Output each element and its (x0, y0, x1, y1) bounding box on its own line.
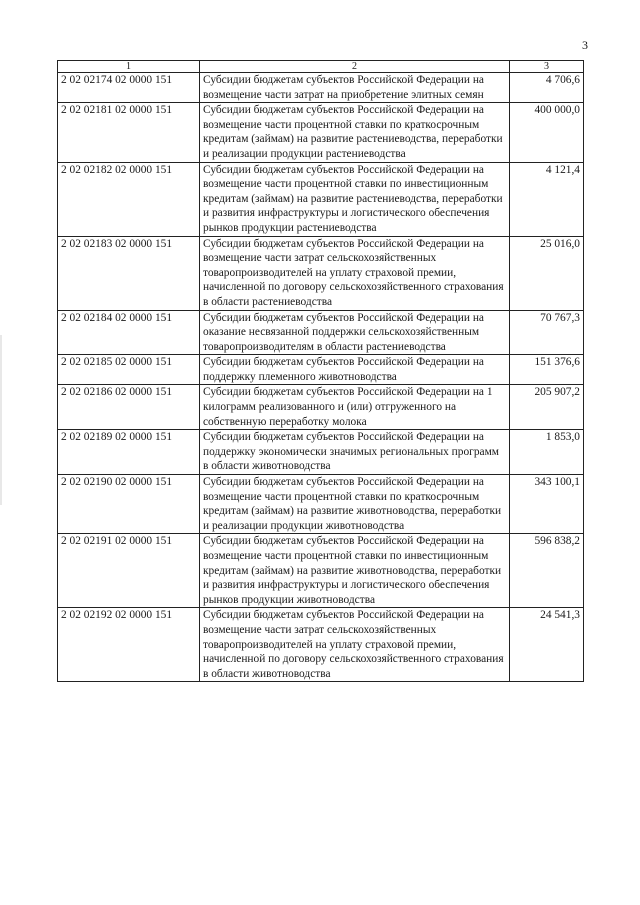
budget-code: 2 02 02186 02 0000 151 (58, 385, 200, 430)
revenue-description: Субсидии бюджетам субъектов Российской Федерации на возмещение части процентной ставки по краткосрочным кредитам (займам) на развитие животноводства, переработки и реализации продукции животноводства (200, 475, 510, 534)
scan-margin-shadow (0, 335, 2, 505)
revenue-amount: 24 541,3 (510, 608, 584, 682)
column-header-amount: 3 (510, 61, 584, 73)
budget-revenue-table (57, 60, 584, 682)
table-row (58, 608, 584, 682)
table-row (58, 162, 584, 236)
budget-code: 2 02 02184 02 0000 151 (58, 310, 200, 355)
revenue-description: Субсидии бюджетам субъектов Российской Федерации на возмещение части затрат на приобретение элитных семян (200, 73, 510, 103)
table-row (58, 430, 584, 475)
revenue-amount: 205 907,2 (510, 385, 584, 430)
column-header-description: 2 (200, 61, 510, 73)
budget-code: 2 02 02185 02 0000 151 (58, 355, 200, 385)
revenue-description: Субсидии бюджетам субъектов Российской Федерации на возмещение части процентной ставки по инвестиционным кредитам (займам) на развитие растениеводства, переработки и развития инфраструктуры и логистического обеспечения рынков продукции растениеводства (200, 162, 510, 236)
revenue-amount: 4 121,4 (510, 162, 584, 236)
revenue-amount: 151 376,6 (510, 355, 584, 385)
budget-code: 2 02 02182 02 0000 151 (58, 162, 200, 236)
revenue-description: Субсидии бюджетам субъектов Российской Федерации на возмещение части процентной ставки по инвестиционным кредитам (займам) на развитие животноводства, переработки и развития инфраструктуры и логистического обеспечения рынков продукции животноводства (200, 534, 510, 608)
table-row (58, 103, 584, 162)
budget-code: 2 02 02192 02 0000 151 (58, 608, 200, 682)
revenue-description: Субсидии бюджетам субъектов Российской Федерации на поддержку племенного животноводства (200, 355, 510, 385)
revenue-description: Субсидии бюджетам субъектов Российской Федерации на возмещение части затрат сельскохозяйственных товаропроизводителей на уплату страховой премии, начисленной по договору сельскохозяйственного страхования в области животноводства (200, 608, 510, 682)
table-row (58, 534, 584, 608)
budget-code: 2 02 02174 02 0000 151 (58, 73, 200, 103)
revenue-amount: 25 016,0 (510, 236, 584, 310)
table-row (58, 355, 584, 385)
budget-code: 2 02 02189 02 0000 151 (58, 430, 200, 475)
revenue-amount: 596 838,2 (510, 534, 584, 608)
budget-code: 2 02 02183 02 0000 151 (58, 236, 200, 310)
table-row (58, 475, 584, 534)
revenue-description: Субсидии бюджетам субъектов Российской Федерации на возмещение части процентной ставки по краткосрочным кредитам (займам) на развитие растениеводства, переработки и реализации продукции растениеводства (200, 103, 510, 162)
column-header-code: 1 (58, 61, 200, 73)
revenue-description: Субсидии бюджетам субъектов Российской Федерации на возмещение части затрат сельскохозяйственных товаропроизводителей на уплату страховой премии, начисленной по договору сельскохозяйственного страхования в области растениеводства (200, 236, 510, 310)
budget-code: 2 02 02190 02 0000 151 (58, 475, 200, 534)
revenue-description: Субсидии бюджетам субъектов Российской Федерации на оказание несвязанной поддержки сельскохозяйственным товаропроизводителям в области растениеводства (200, 310, 510, 355)
revenue-description: Субсидии бюджетам субъектов Российской Федерации на поддержку экономически значимых региональных программ в области животноводства (200, 430, 510, 475)
table-row (58, 236, 584, 310)
budget-code: 2 02 02181 02 0000 151 (58, 103, 200, 162)
table-row (58, 73, 584, 103)
table-row (58, 385, 584, 430)
budget-code: 2 02 02191 02 0000 151 (58, 534, 200, 608)
revenue-amount: 4 706,6 (510, 73, 584, 103)
revenue-amount: 343 100,1 (510, 475, 584, 534)
table-row (58, 310, 584, 355)
page-number: 3 (582, 38, 588, 52)
revenue-amount: 70 767,3 (510, 310, 584, 355)
table-header-row (58, 61, 584, 73)
revenue-amount: 400 000,0 (510, 103, 584, 162)
revenue-amount: 1 853,0 (510, 430, 584, 475)
revenue-description: Субсидии бюджетам субъектов Российской Федерации на 1 килограмм реализованного и (или) отгруженного на собственную переработку молока (200, 385, 510, 430)
